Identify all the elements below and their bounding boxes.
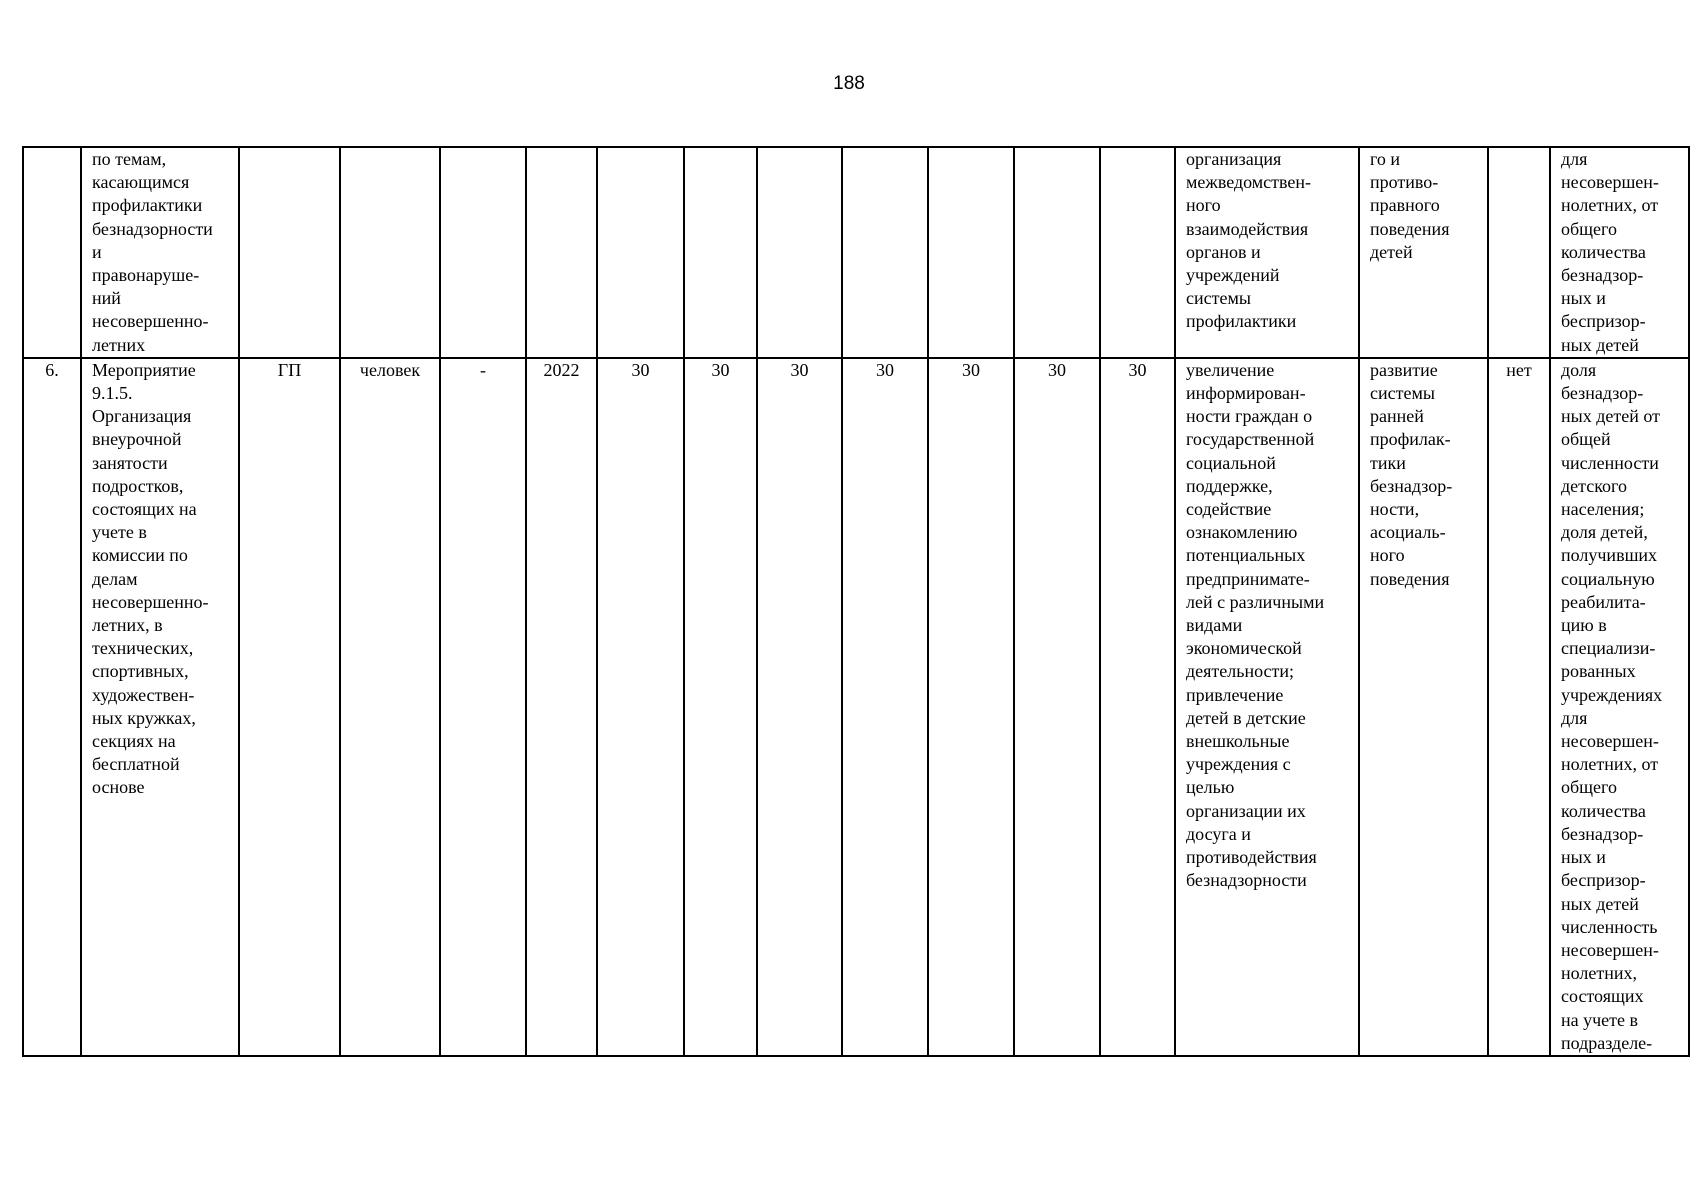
value-cell: 30 [684,358,757,1056]
row-number-cell [23,147,81,358]
unit-cell [340,147,440,358]
base-value-cell: - [440,358,526,1056]
expected-result-cell: увеличение информирован- ности граждан о государственной социальной поддержке, содействие ознакомлению потенциальных предпринимате- лей с различными видами экономической деятельности; привлечение детей в детские внешкольные учреждения с целью организации их досуга и противодействия безнадзорности [1175,358,1359,1056]
value-cell [928,147,1014,358]
value-cell: 30 [1014,358,1100,1056]
flag-cell: нет [1488,358,1550,1056]
value-cell: 30 [757,358,842,1056]
value-cell [842,147,928,358]
value-cell [597,147,684,358]
table-row [23,358,1689,1056]
value-cell [757,147,842,358]
goal-cell: го и противо- правного поведения детей [1359,147,1488,358]
value-cell: 30 [597,358,684,1056]
indicator-cell: доля безнадзор- ных детей от общей численности детского населения; доля детей, получивших социальную реабилита- цию в специализи- рованных учреждениях для несовершен- нолетних, от общего количества безнадзор- ных и беспризор- ных детей численность несовершен- нолетних, состоящих на учете в подразделе- [1550,358,1689,1056]
table-row [23,147,1689,358]
goal-cell: развитие системы ранней профилак- тики безнадзор- ности, асоциаль- ного поведения [1359,358,1488,1056]
year-cell: 2022 [526,358,597,1056]
value-cell: 30 [928,358,1014,1056]
value-cell [1100,147,1175,358]
year-cell [526,147,597,358]
indicator-cell: для несовершен- нолетних, от общего количества безнадзор- ных и беспризор- ных детей [1550,147,1689,358]
executor-cell: ГП [239,358,340,1056]
unit-cell: человек [340,358,440,1056]
program-activities-table [22,146,1690,1057]
activity-name-cell: по темам, касающимся профилактики безнадзорности и правонаруше- ний несовершенно- летних [81,147,239,358]
row-number-cell: 6. [23,358,81,1056]
expected-result-cell: организация межведомствен- ного взаимодействия органов и учреждений системы профилактики [1175,147,1359,358]
base-value-cell [440,147,526,358]
value-cell [684,147,757,358]
activity-name-cell: Мероприятие 9.1.5. Организация внеурочной занятости подростков, состоящих на учете в комиссии по делам несовершенно- летних, в технических, спортивных, художествен- ных кружках, секциях на бесплатной основе [81,358,239,1056]
value-cell [1014,147,1100,358]
value-cell: 30 [842,358,928,1056]
value-cell: 30 [1100,358,1175,1056]
flag-cell [1488,147,1550,358]
executor-cell [239,147,340,358]
page-number: 188 [833,73,865,94]
